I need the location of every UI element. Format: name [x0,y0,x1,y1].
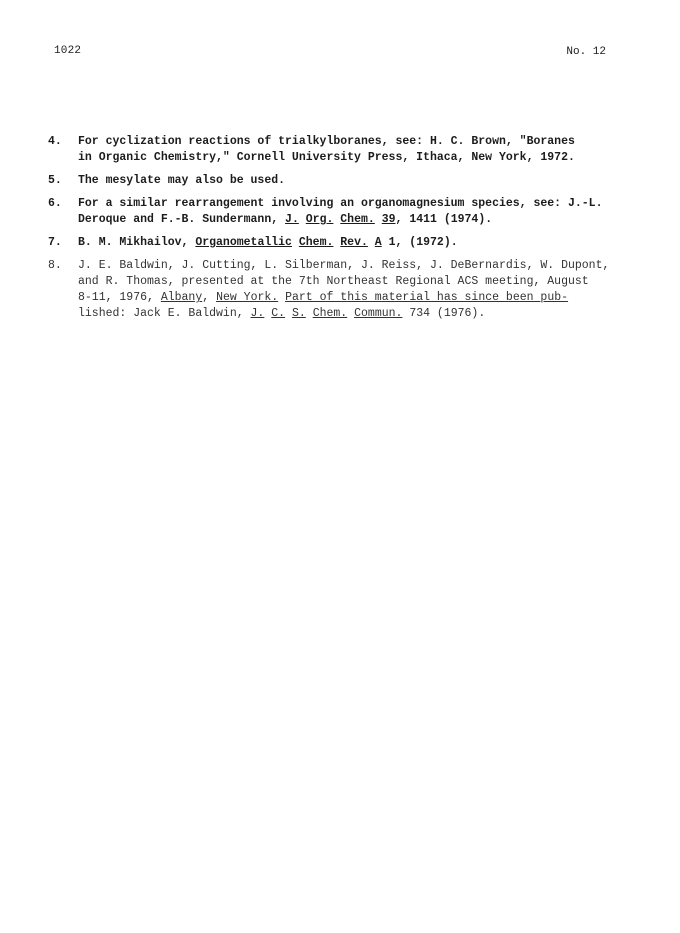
underlined-citation: Commun. [354,307,403,320]
text-segment: For cyclization reactions of trialkylboranes, see: H. C. Brown, "Boranes [78,135,575,148]
text-segment: and R. Thomas, presented at the 7th Northeast Regional ACS meeting, August [78,275,589,288]
underlined-citation: C. [271,307,286,320]
text-segment: Deroque and F.-B. Sundermann, [78,213,286,226]
text-segment: 1, (1972). [381,236,458,249]
reference-item [48,134,628,166]
text-segment [368,236,375,249]
text-segment: in Organic Chemistry," Cornell University Press, Ithaca, New York, 1972. [78,151,575,164]
text-segment [306,307,313,320]
reference-line [78,150,628,166]
reference-number: 5. [48,174,62,187]
reference-number: 6. [48,197,62,210]
text-segment [292,236,299,249]
text-segment [299,213,306,226]
underlined-citation: J. [285,213,299,226]
issue-number: No. 12 [566,46,606,58]
reference-line [78,173,628,189]
reference-line [78,274,628,290]
reference-number: 8. [48,259,62,272]
underlined-citation: New York. [216,291,279,304]
reference-line [78,212,628,228]
reference-item [48,196,628,228]
text-segment [285,307,292,320]
reference-text [78,134,628,166]
underlined-citation: Chem. [298,236,334,249]
reference-item [48,173,628,189]
underlined-citation: Rev. [340,236,368,249]
page-number: 1022 [54,45,82,57]
reference-text [78,258,628,322]
text-segment: The mesylate may also be used. [78,174,286,187]
underlined-citation: Chem. [340,213,375,226]
references-list [48,134,628,329]
underlined-citation: J. [250,307,265,320]
text-segment: J. E. Baldwin, J. Cutting, L. Silberman, J. Reiss, J. DeBernardis, W. Dupont, [78,259,610,272]
reference-item [48,258,628,322]
underlined-citation: S. [291,307,306,320]
reference-line [78,258,628,274]
text-segment: , 1411 (1974). [395,213,493,226]
reference-text [78,196,628,228]
reference-line [78,235,628,251]
underlined-citation: Albany [160,291,203,304]
underlined-citation: Chem. [312,307,348,320]
text-segment [375,213,382,226]
text-segment: For a similar rearrangement involving an organomagnesium species, see: J.-L. [78,197,603,210]
underlined-citation: Org. [305,213,334,226]
underlined-citation: A [374,236,382,249]
text-segment: 734 (1976). [402,307,486,320]
reference-item [48,235,628,251]
text-segment: lished: Jack E. Baldwin, [78,307,251,320]
underlined-citation: 39 [381,213,396,226]
text-segment: , [202,291,217,304]
reference-number: 4. [48,135,62,148]
reference-line [78,134,628,150]
reference-text [78,173,628,189]
underlined-citation: Organometallic [195,236,292,249]
reference-line [78,306,628,322]
reference-line [78,196,628,212]
text-segment: B. M. Mikhailov, [78,236,196,249]
reference-text [78,235,628,251]
reference-number: 7. [48,236,62,249]
text-segment: 8-11, 1976, [78,291,161,304]
underlined-citation: Part of this material has since been pub- [285,291,569,304]
reference-line [78,290,628,306]
